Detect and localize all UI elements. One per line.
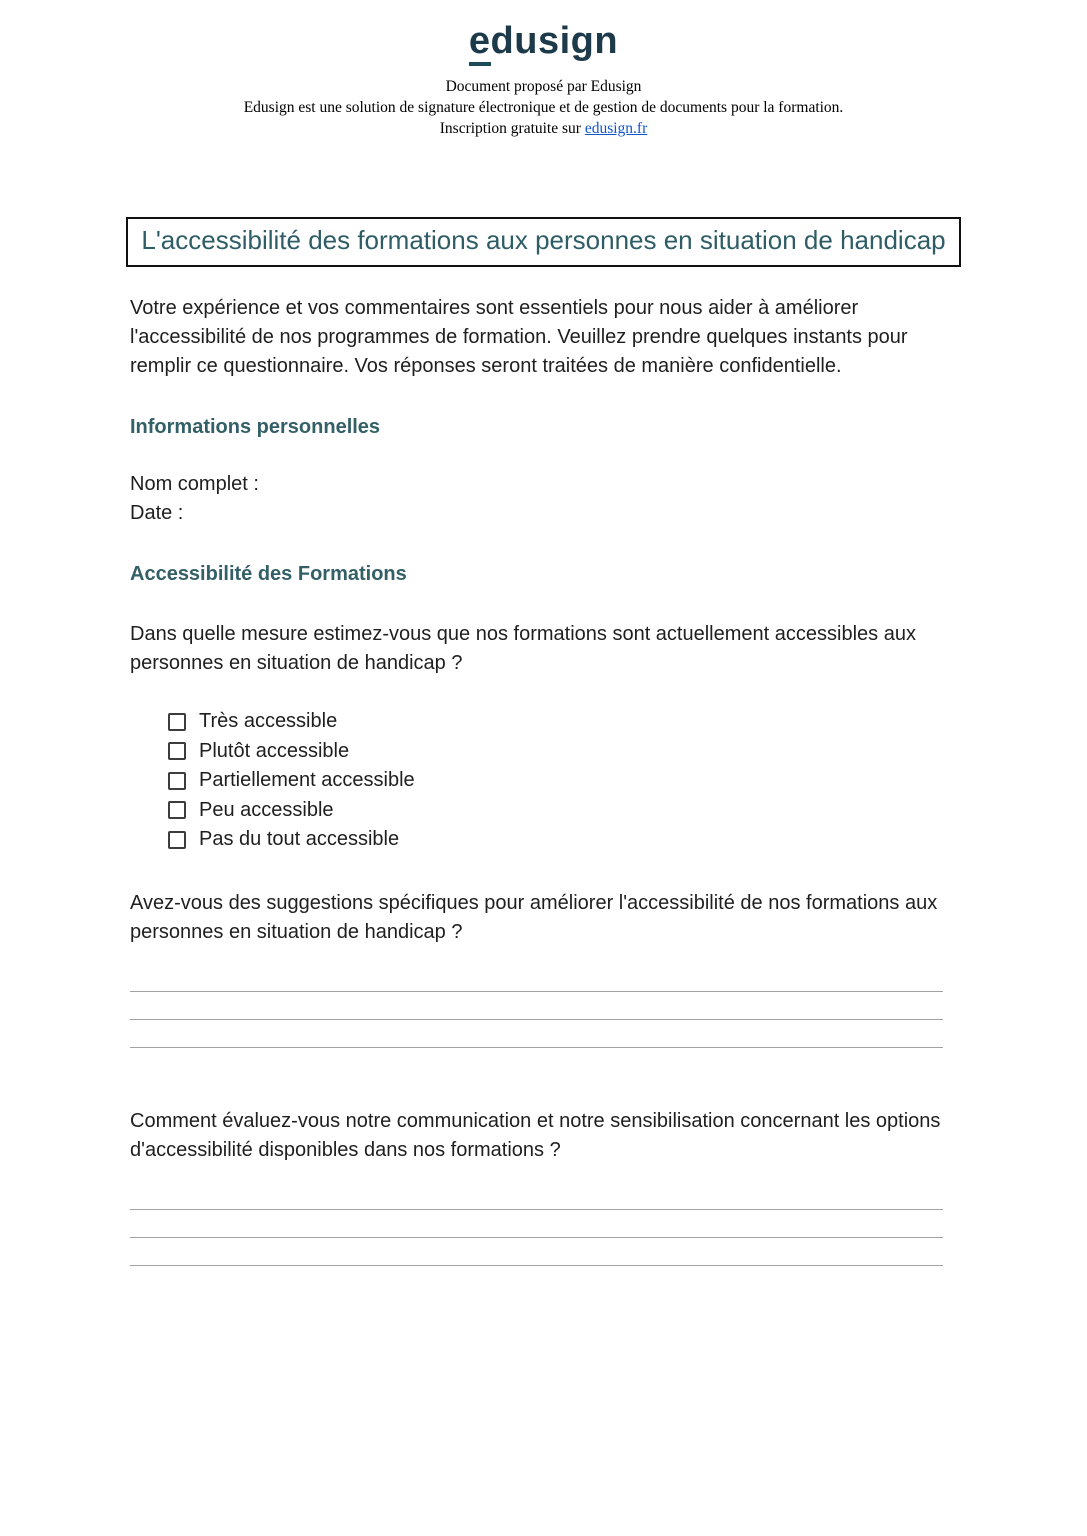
checkbox-icon[interactable]: [168, 801, 186, 819]
option-label: Pas du tout accessible: [199, 828, 400, 851]
field-label-date: Date :: [130, 502, 184, 524]
answer-lines-suggestions: [130, 991, 943, 1048]
checkbox-icon[interactable]: [168, 772, 186, 790]
tagline-line-3-text: Inscription gratuite sur: [439, 120, 581, 137]
checkbox-icon[interactable]: [168, 713, 186, 731]
question-communication: Comment évaluez-vous notre communication et notre sensibilisation concernant les options d'accessibilité disponibles dans nos formations ?: [130, 1109, 941, 1161]
option-partiellement-accessible[interactable]: [168, 766, 943, 796]
checkbox-icon[interactable]: [168, 742, 186, 760]
answer-line: [130, 1047, 943, 1048]
question-suggestions: Avez-vous des suggestions spécifiques pour améliorer l'accessibilité de nos formations aux personnes en situation de handicap ?: [130, 891, 938, 943]
option-pas-du-tout-accessible[interactable]: [168, 825, 943, 855]
form-title: L'accessibilité des formations aux personnes en situation de handicap: [126, 217, 961, 267]
form-body: [0, 294, 1087, 1266]
section-heading-accessibility: Accessibilité des Formations: [130, 563, 407, 585]
logo-underlined-letter: e: [469, 20, 491, 66]
tagline-line-2: Edusign est une solution de signature électronique et de gestion de documents pour la formation.: [243, 99, 844, 116]
tagline-line-1: Document proposé par Edusign: [445, 78, 642, 95]
answer-line: [130, 1265, 943, 1266]
edusign-logo: [469, 20, 618, 63]
header-tagline: [0, 76, 1087, 139]
accessibility-options-list: [168, 707, 943, 855]
logo-rest: dusign: [490, 20, 619, 62]
answer-line: [130, 1237, 943, 1238]
answer-line: [130, 1209, 943, 1210]
document-header: [0, 0, 1087, 139]
answer-line: [130, 1019, 943, 1020]
intro-paragraph: Votre expérience et vos commentaires sont essentiels pour nous aider à améliorer l'accessibilité de nos programmes de formation. Veuillez prendre quelques instants pour remplir ce questionnaire. Vos réponses seront traitées de manière confidentielle.: [130, 297, 908, 377]
option-tres-accessible[interactable]: [168, 707, 943, 737]
option-label: Peu accessible: [199, 798, 334, 821]
checkbox-icon[interactable]: [168, 831, 186, 849]
option-peu-accessible[interactable]: [168, 796, 943, 826]
option-label: Partiellement accessible: [199, 769, 415, 792]
option-plutot-accessible[interactable]: [168, 737, 943, 767]
option-label: Très accessible: [199, 710, 338, 733]
option-label: Plutôt accessible: [199, 739, 350, 762]
field-label-full-name: Nom complet :: [130, 473, 259, 495]
answer-line: [130, 991, 943, 992]
answer-lines-communication: [130, 1209, 943, 1266]
edusign-fr-link[interactable]: edusign.fr: [584, 120, 648, 137]
personal-info-fields: [130, 470, 943, 528]
section-heading-personal-info: Informations personnelles: [130, 416, 381, 438]
tagline-line-3: [0, 118, 1087, 139]
question-accessibility-level: Dans quelle mesure estimez-vous que nos formations sont actuellement accessibles aux personnes en situation de handicap ?: [130, 623, 916, 674]
